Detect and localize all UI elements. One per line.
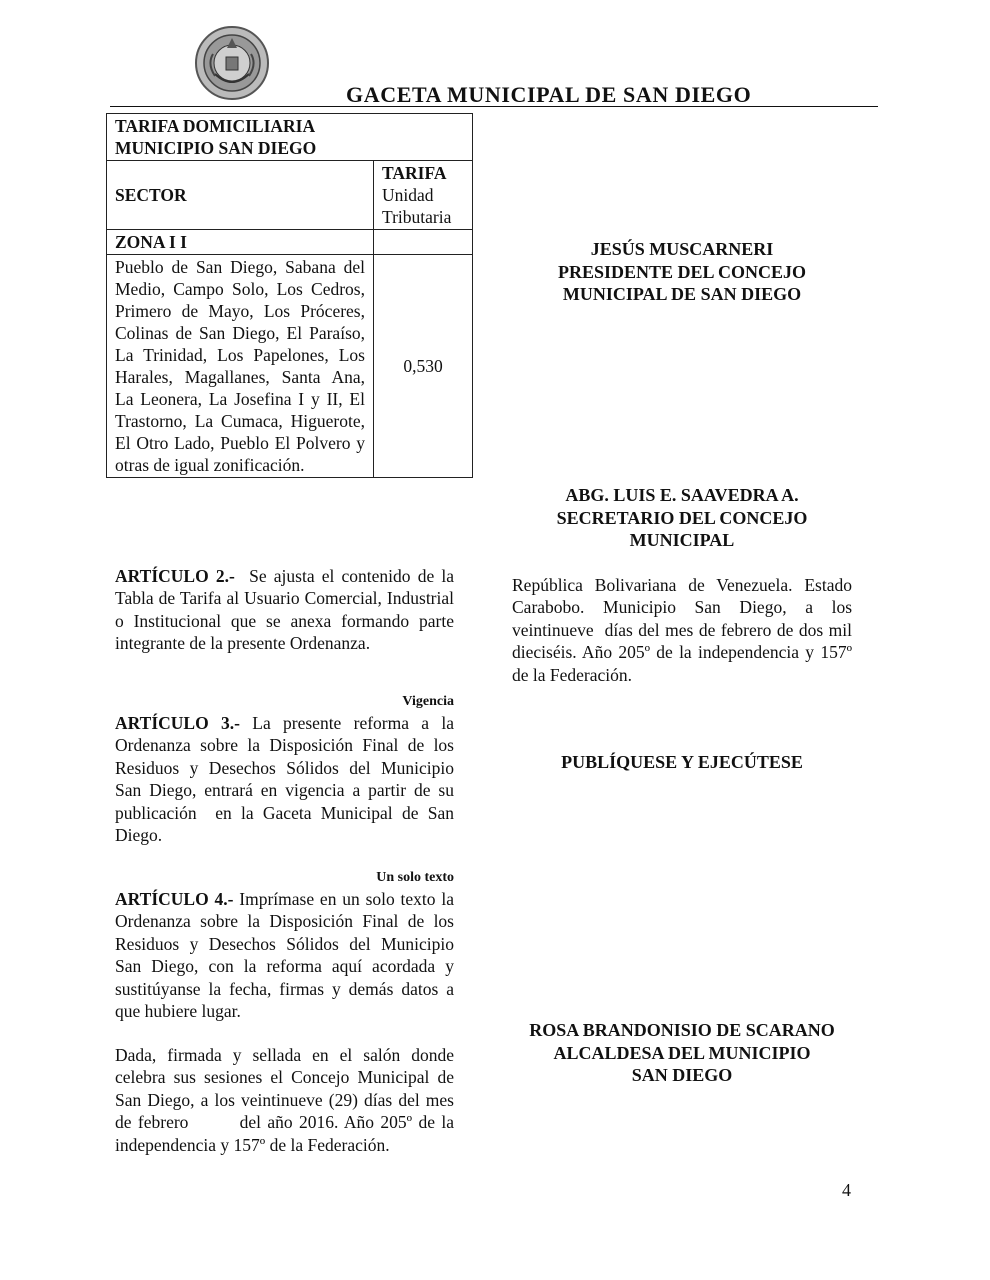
gazette-title: GACETA MUNICIPAL DE SAN DIEGO (346, 82, 752, 107)
republica-paragraph: República Bolivariana de Venezuela. Estado Carabobo. Municipio San Diego, a los veintinueve días del mes de febrero de dos mil dieciséis. Año 205º de la independencia y 157º de la Federación. (512, 575, 857, 685)
article-3-heading: Vigencia (402, 694, 454, 709)
article-3: ARTÍCULO 3.- La presente reforma a la Ordenanza sobre la Disposición Final de los Residuos y Desechos Sólidos del Municipio San Diego, entrará en vigencia a partir de su publicación en la Gaceta Municipal de San Diego. (115, 713, 459, 846)
sector-list: Pueblo de San Diego, Sabana del Medio, Campo Solo, Los Cedros, Primero de Mayo, Los Próceres, Colinas de San Diego, El Paraíso, La Trinidad, Los Papelones, Los Harales, Magallanes, Santa Ana, La Leonera, La Josefina I y II, El Trastorno, La Cumaca, Higuerote, El Otro Lado, Pueblo El Polvero y otras de igual zonificación. (107, 255, 374, 478)
article-4-heading: Un solo texto (376, 870, 454, 885)
dada-paragraph: Dada, firmada y sellada en el salón donde celebra sus sesiones el Concejo Municipal de San Diego, a los veintinueve (29) días del mes de febrero del año 2016. Año 205º de la independencia y 157º de la Federación. (115, 1045, 459, 1155)
header-divider (110, 106, 878, 107)
tariff-table (106, 113, 473, 478)
signature-mayor: ROSA BRANDONISIO DE SCARANO ALCALDESA DEL MUNICIPIO SAN DIEGO (529, 1020, 835, 1086)
signature-secretary: ABG. LUIS E. SAAVEDRA A. SECRETARIO DEL CONCEJO MUNICIPAL (556, 485, 808, 551)
zone-empty-cell (374, 230, 473, 255)
article-4: ARTÍCULO 4.- Imprímase en un solo texto la Ordenanza sobre la Disposición Final de los Residuos y Desechos Sólidos del Municipio San Diego, con la reforma aquí acordada y sustitúyanse la fecha, firmas y demás datos a que hubiere lugar. (115, 889, 459, 1022)
publiquese-heading: PUBLÍQUESE Y EJECÚTESE (561, 752, 803, 772)
zone-label: ZONA I I (107, 230, 374, 255)
article-2: ARTÍCULO 2.- Se ajusta el contenido de la Tabla de Tarifa al Usuario Comercial, Industrial o Institucional que se anexa formando parte integrante de la presente Ordenanza. (115, 566, 459, 654)
table-title: TARIFA DOMICILIARIA MUNICIPIO SAN DIEGO (107, 114, 473, 161)
column-header-sector: SECTOR (107, 161, 374, 230)
municipal-seal-icon (193, 24, 271, 102)
page-number: 4 (842, 1180, 851, 1200)
signature-president: JESÚS MUSCARNERI PRESIDENTE DEL CONCEJO MUNICIPAL DE SAN DIEGO (557, 239, 807, 305)
tariff-value: 0,530 (374, 255, 473, 478)
column-header-tarifa: TARIFA Unidad Tributaria (374, 161, 473, 230)
